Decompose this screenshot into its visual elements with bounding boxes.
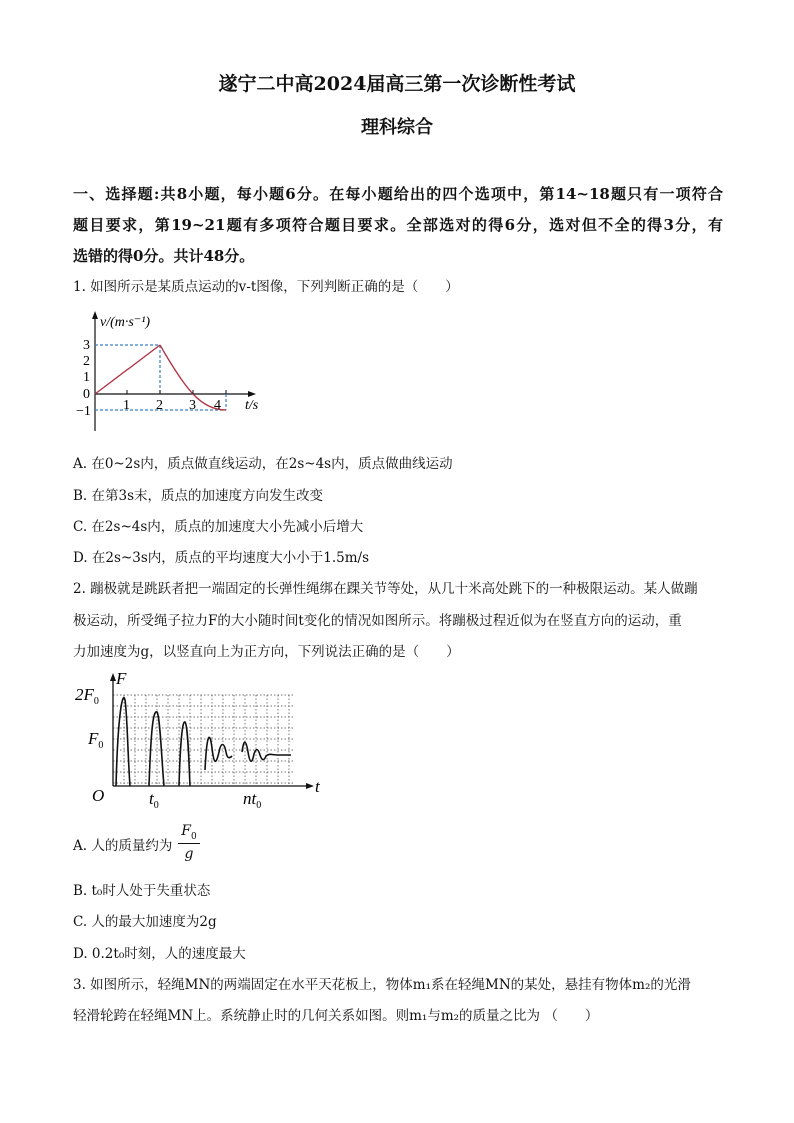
ft-grid xyxy=(113,695,294,786)
question-1-option-c: C. 在2s~4s内，质点的加速度大小先减小后增大 xyxy=(73,519,364,535)
question-2-option-c: C. 人的最大加速度为2g xyxy=(73,914,217,930)
fraction-numerator: $F_0$ xyxy=(178,823,200,844)
question-2-option-b: B. t₀时人处于失重状态 xyxy=(73,883,211,899)
vt-xtick-4: 4 xyxy=(214,398,221,413)
question-1-option-b: B. 在第3s末，质点的加速度方向发生改变 xyxy=(73,488,324,504)
vt-xtick-3: 3 xyxy=(189,398,196,413)
ft-x-axis-arrow xyxy=(306,783,314,789)
question-2-option-a-fraction xyxy=(178,823,200,862)
ft-ytick-f0: $F_0$ xyxy=(88,729,104,751)
vt-ytick-neg1: −1 xyxy=(76,404,91,419)
question-1-option-a: A. 在0~2s内，质点做直线运动，在2s~4s内，质点做曲线运动 xyxy=(73,456,453,472)
section-instructions-line-1: 一、选择题:共8小题，每小题6分。在每小题给出的四个选项中，第14~18题只有一项符合 xyxy=(73,185,723,203)
vt-xtick-2: 2 xyxy=(156,398,163,413)
question-2-stem-line-3: 力加速度为g，以竖直向上为正方向，下列说法正确的是（ ） xyxy=(73,644,460,660)
vt-x-label: t/s xyxy=(245,398,259,413)
question-1-vt-graph xyxy=(76,308,280,438)
question-2-stem-line-1: 2. 蹦极就是跳跃者把一端固定的长弹性绳绑在踝关节等处，从几十米高处跳下的一种极限运动。某人做蹦 xyxy=(73,581,698,597)
ft-x-label: t xyxy=(315,777,320,796)
vt-y-label: v/(m·s⁻¹) xyxy=(100,315,151,330)
section-instructions-line-2: 题目要求，第19~21题有多项符合题目要求。全部选对的得6分，选对但不全的得3分，有 xyxy=(73,216,723,234)
question-3-stem-line-1: 3. 如图所示，轻绳MN的两端固定在水平天花板上，物体m₁系在轻绳MN的某处，悬挂有物体m₂的光滑 xyxy=(73,977,691,993)
ft-xtick-t0: $t_0$ xyxy=(149,789,159,811)
vt-ytick-3: 3 xyxy=(83,338,90,353)
vt-x-axis-arrow xyxy=(248,391,256,397)
section-instructions-line-3: 选错的得0分。共计48分。 xyxy=(73,247,255,265)
ft-ytick-2f0: $2F_0$ xyxy=(75,685,99,707)
question-2-stem-line-2: 极运动，所受绳子拉力F的大小随时间t变化的情况如图所示。将蹦极过程近似为在竖直方向的运动，重 xyxy=(73,613,682,629)
question-3-stem-line-2: 轻滑轮跨在轻绳MN上。系统静止时的几何关系如图。则m₁与m₂的质量之比为 （ ） xyxy=(73,1008,599,1024)
vt-ytick-1: 1 xyxy=(83,370,90,385)
vt-xtick-1: 1 xyxy=(123,398,130,413)
ft-xtick-nt0: $nt_0$ xyxy=(243,789,262,811)
ft-y-label: F xyxy=(116,669,127,688)
ft-origin-label: O xyxy=(92,786,105,805)
page-title: 遂宁二中高2024届高三第一次诊断性考试 xyxy=(218,73,576,95)
question-2-ft-graph xyxy=(72,670,332,810)
question-2-option-a: A. 人的质量约为 xyxy=(73,838,173,854)
ft-tension-curve xyxy=(116,698,291,786)
fraction-denominator: g xyxy=(184,845,194,862)
vt-line-segment xyxy=(95,345,160,394)
vt-ytick-2: 2 xyxy=(83,354,90,369)
question-2-option-d: D. 0.2t₀时刻，人的速度最大 xyxy=(73,946,246,962)
vt-ytick-0: 0 xyxy=(83,387,90,402)
question-1-stem: 1. 如图所示是某质点运动的v-t图像，下列判断正确的是（ ） xyxy=(73,279,459,295)
vt-y-axis-arrow xyxy=(92,311,98,319)
page-subtitle: 理科综合 xyxy=(361,117,433,138)
question-1-option-d: D. 在2s~3s内，质点的平均速度大小小于1.5m/s xyxy=(73,550,370,566)
